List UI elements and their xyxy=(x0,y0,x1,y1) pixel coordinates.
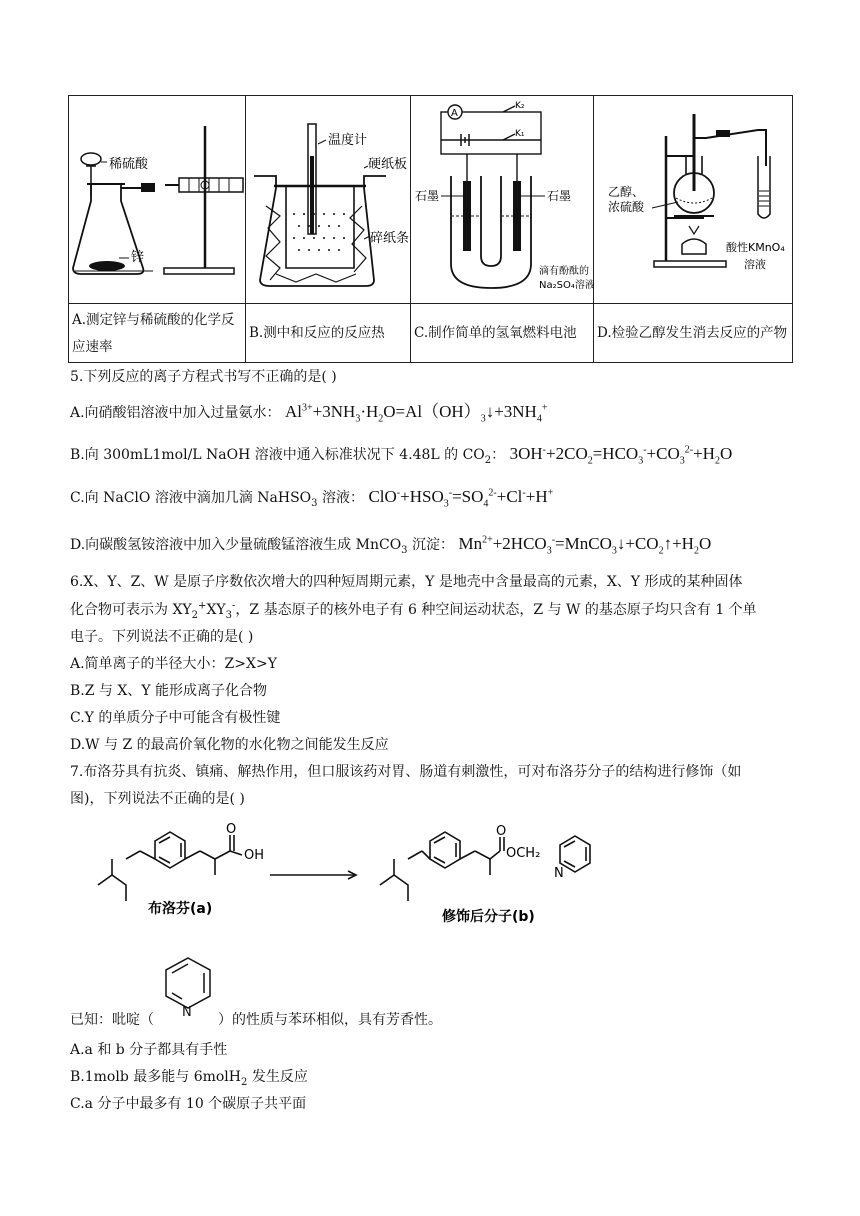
label-kmno4-solution: 溶液 xyxy=(744,258,766,271)
q6-option-c: C.Y 的单质分子中可能含有极性键 xyxy=(70,710,281,726)
ester-label: OCH₂ xyxy=(506,846,541,861)
apparatus-b-cell xyxy=(246,96,411,304)
carbonyl-o-a: O xyxy=(226,822,237,837)
q6-option-a: A.简单离子的半径大小：Z>X>Y xyxy=(70,656,277,672)
caption-b: B.测中和反应的反应热 xyxy=(246,304,411,363)
q7-option-b: B.1molb 最多能与 6molH$_2$ 发生反应 xyxy=(70,1069,308,1088)
q5-option-a-equation: $Al^{3+}+3NH_3\cdot H_2O=Al(OH)_3↓+3NH_4^+$ xyxy=(285,402,548,425)
hydroxyl-label: OH xyxy=(244,848,265,863)
apparatus-c-cell xyxy=(411,96,594,304)
label-dilute-acid: 稀硫酸 xyxy=(109,157,149,172)
q7-stem-line1: 7.布洛芬具有抗炎、镇痛、解热作用，但口服该药对胃、肠道有刺激性，可对布洛芬分子的结构进行修饰（如 xyxy=(70,764,742,780)
label-solution-line2: Na₂SO₄溶液 xyxy=(539,280,594,291)
q7-option-a: A.a 和 b 分子都具有手性 xyxy=(70,1042,228,1058)
apparatus-d-diagram xyxy=(594,96,793,299)
ibuprofen-modification-scheme xyxy=(80,815,610,935)
apparatus-c-diagram xyxy=(411,96,594,299)
caption-d: D.检验乙醇发生消去反应的产物 xyxy=(594,304,793,363)
q5-option-d-text: D.向碳酸氢铵溶液中加入少量硫酸锰溶液生成 MnCO$_3$ 沉淀： xyxy=(70,537,454,556)
q5-option-b-equation: $3OH^-+2CO_2=HCO_3^-+CO_3^{2-}+H_2O$ xyxy=(509,444,733,467)
apparatus-b-diagram xyxy=(246,96,411,299)
q4-apparatus-table xyxy=(68,95,793,363)
label-zinc: 锌 xyxy=(131,250,145,265)
q5-option-d xyxy=(70,534,711,556)
q7-known: 已知：吡啶（ ）的性质与苯环相似，具有芳香性。 xyxy=(70,1012,442,1028)
pyridine-n: N xyxy=(182,1005,192,1020)
label-k2: K₂ xyxy=(515,101,525,111)
apparatus-a-cell xyxy=(69,96,246,304)
pyridine-n-label: N xyxy=(554,866,564,881)
q6-option-b: B.Z 与 X、Y 能形成离子化合物 xyxy=(70,683,268,699)
caption-c: C.制作简单的氢氧燃料电池 xyxy=(411,304,594,363)
q6-stem-line1: 6.X、Y、Z、W 是原子序数依次增大的四种短周期元素，Y 是地壳中含量最高的元素，X、Y 形成的某种固体 xyxy=(70,574,743,590)
label-k1: K₁ xyxy=(515,129,525,139)
q5-option-c xyxy=(70,487,553,509)
caption-a: A.测定锌与稀硫酸的化学反应速率 xyxy=(69,304,246,363)
label-conc-acid: 浓硫酸 xyxy=(608,200,645,214)
q6-stem-line3: 电子。下列说法不正确的是( ) xyxy=(70,629,254,645)
q6-stem-line2: 化合物可表示为 $XY_2^+XY_3^-$，Z 基态原子的核外电子有 6 种空间运动状态，Z 与 W 的基态原子均只含有 1 个单 xyxy=(70,600,757,621)
label-kmno4: 酸性KMnO₄ xyxy=(726,241,785,254)
q6-option-d: D.W 与 Z 的最高价氧化物的水化物之间能发生反应 xyxy=(70,737,389,753)
label-ammeter: A xyxy=(451,108,458,119)
label-graphite-right: 石墨 xyxy=(547,189,572,203)
label-paper-strips: 碎纸条 xyxy=(370,231,410,246)
apparatus-d-cell xyxy=(594,96,793,304)
label-graphite-left: 石墨 xyxy=(415,189,440,203)
q7-stem-line2: 图)，下列说法不正确的是( ) xyxy=(70,791,245,807)
q5-stem: 5.下列反应的离子方程式书写不正确的是( ) xyxy=(70,369,337,385)
q5-option-a xyxy=(70,397,547,424)
apparatus-a-diagram xyxy=(69,96,246,299)
q5-option-b-text: B.向 300mL1mol/L NaOH 溶液中通入标准状况下 4.48L 的 $CO_2$： xyxy=(70,447,506,466)
q5-option-c-text: C.向 NaClO 溶液中滴加几滴 NaHSO$_3$ 溶液： xyxy=(70,490,364,509)
q5-option-c-equation: $ClO^-+HSO_3^-=SO_4^{2-}+Cl^-+H^+$ xyxy=(368,487,554,510)
q5-option-d-equation: $Mn^{2+}+2HCO_3^-=MnCO_3↓+CO_2↑+H_2O$ xyxy=(458,534,712,557)
label-ethanol: 乙醇、 xyxy=(608,185,645,199)
carbonyl-o-b: O xyxy=(496,824,507,839)
q5-option-a-text: A.向硝酸铝溶液中加入过量氨水： xyxy=(70,405,281,421)
label-solution-line1: 滴有酚酞的 xyxy=(539,266,589,277)
label-cardboard: 硬纸板 xyxy=(368,157,408,172)
label-thermometer: 温度计 xyxy=(328,133,368,148)
q7-option-c: C.a 分子中最多有 10 个碳原子共平面 xyxy=(70,1096,307,1112)
label-ibuprofen-a: 布洛芬(a) xyxy=(148,901,213,917)
q5-option-b xyxy=(70,444,732,466)
label-modified-b: 修饰后分子(b) xyxy=(442,909,535,925)
